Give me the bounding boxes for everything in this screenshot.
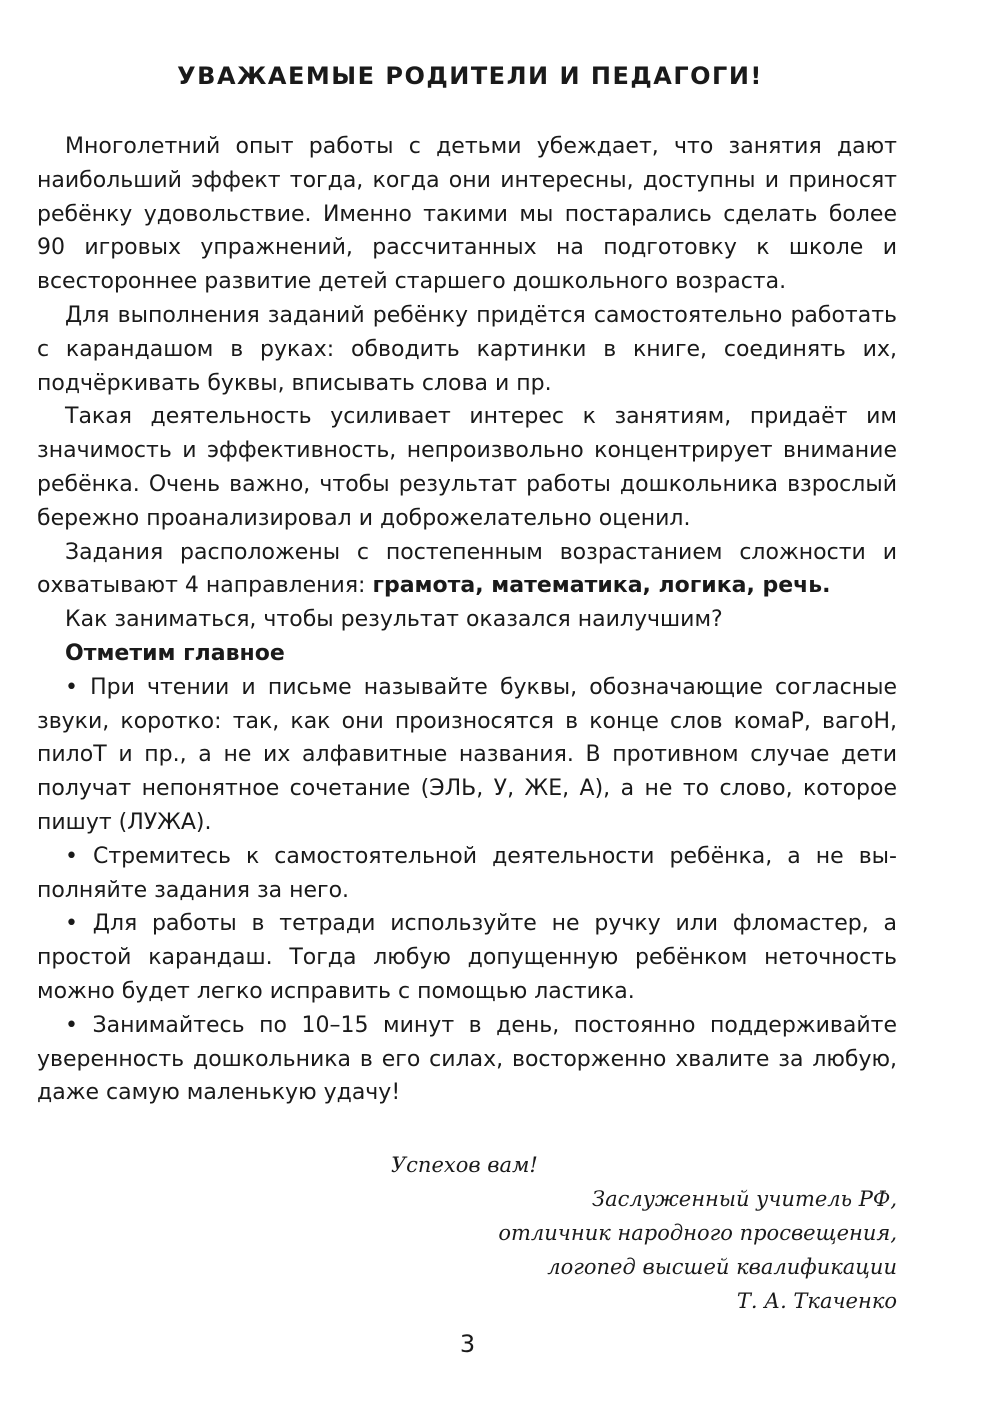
directions-text: Задания расположены с постепенным возрастанием сложности и охватывают 4 направления: xyxy=(37,539,897,599)
paragraph-directions xyxy=(37,536,897,604)
signature-author: Т. А. Ткаченко xyxy=(736,1289,897,1313)
paragraph-question: Как заниматься, чтобы результат оказался наилучшим? xyxy=(65,607,723,633)
closing-wish: Успехов вам! xyxy=(391,1153,538,1177)
directions-list: грамота, математика, логика, речь. xyxy=(372,573,831,599)
paragraph-intro: Многолетний опыт работы с детьми убеждает, что занятия дают наибольший эффект тогда, когда они интересны, доступны и приносят ребёнку удовольствие. Именно такими мы постарались сделать более 90 игровых упражнений, рассчитанных на подготовку к школе и всестороннее развитие детей старшего дошкольного возраста. xyxy=(37,134,897,295)
page-number: 3 xyxy=(459,1330,476,1358)
bullet-duration: • Занимайтесь по 10–15 минут в день, постоянно поддерживайте уверенность дошкольника в его силах, восторженно хвалите за любую, даже самую маленькую удачу! xyxy=(37,1012,897,1106)
signature-title-1: Заслуженный учитель РФ, xyxy=(591,1187,897,1211)
bullet-letters: • При чтении и письме называйте буквы, обозначающие согласные звуки, коротко: так, как они произносятся в конце слов комаР, вагоН, пилоТ и пр., а не их алфавитные названия. В противном случае дети получат непонятное сочетание (ЭЛЬ, У, ЖЕ, А), а не то слово, которое пишут (ЛУЖА). xyxy=(37,674,897,835)
signature-title-3: логопед высшей квалификации xyxy=(547,1255,897,1279)
main-text xyxy=(37,130,897,1110)
paragraph-activity: Такая деятельность усиливает интерес к занятиям, придаёт им значимость и эффективность, непроизвольно концентрирует внимание ребёнка. Очень важно, чтобы результат работы дошкольника взрослый бережно проанализировал и доброжелательно оценил. xyxy=(37,404,897,531)
subheading: Отметим главное xyxy=(65,640,285,666)
bullet-pencil: • Для работы в тетради используйте не ручку или фломастер, а простой карандаш. Тогда любую допущенную ребёнком неточность можно будет легко исправить с помощью ластика. xyxy=(37,911,897,1004)
paragraph-tasks: Для выполнения заданий ребёнку придётся самостоятельно работать с карандашом в руках: обводить картинки в книге, соединять их, подчёркивать буквы, вписывать слова и пр. xyxy=(37,302,897,396)
page-title: УВАЖАЕМЫЕ РОДИТЕЛИ И ПЕДАГОГИ! xyxy=(177,62,763,90)
bullet-independence: • Стремитесь к самостоятельной деятельности ребёнка, а не выполняйте задания за него. xyxy=(37,843,897,903)
signature-title-2: отличник народного просвещения, xyxy=(498,1221,897,1245)
